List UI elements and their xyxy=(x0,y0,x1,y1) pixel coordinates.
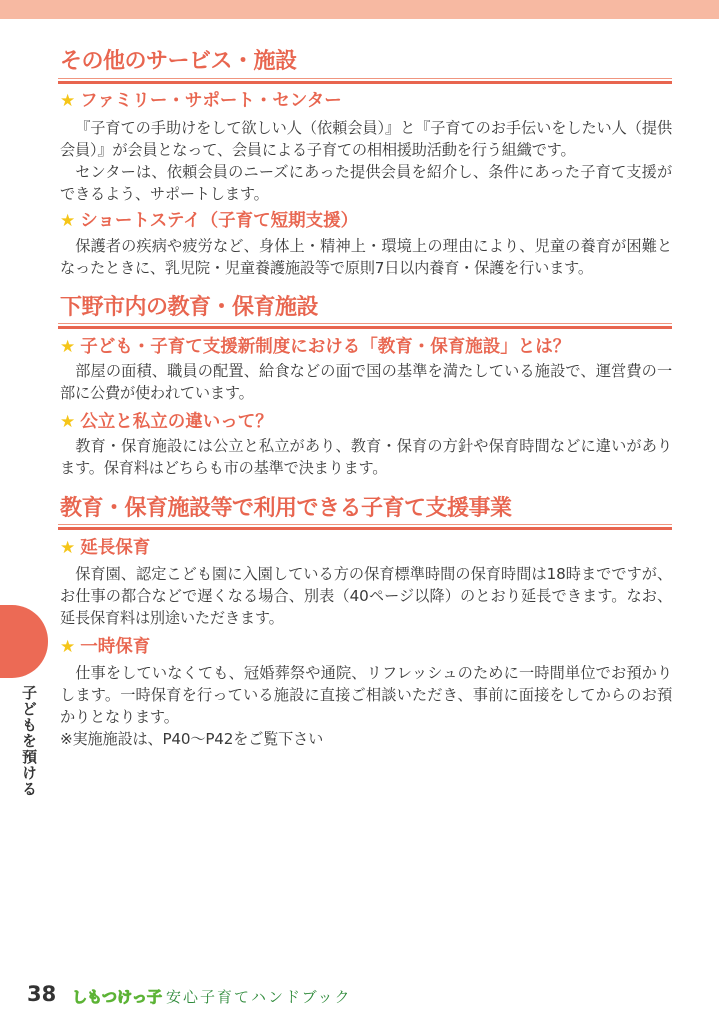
paragraph: センターは、依頼会員のニーズにあった提供会員を紹介し、条件にあった子育て支援ができるよう、サポートします。 xyxy=(60,163,672,203)
subheading xyxy=(60,536,672,560)
section-title: 教育・保育施設等で利用できる子育て支援事業 xyxy=(60,496,512,521)
paragraph: 『子育ての手助けをして欲しい人（依頼会員）』と『子育てのお手伝いをしたい人（提供会員）』が会員となって、会員による子育ての相相援助活動を行う組織です。 xyxy=(60,119,672,159)
body-text xyxy=(60,662,672,750)
body-text xyxy=(60,563,672,629)
subheading-text: 延長保育 xyxy=(80,538,151,558)
body-text xyxy=(60,435,672,479)
top-bar xyxy=(0,0,719,19)
subheading xyxy=(60,209,672,233)
star-icon: ★ xyxy=(60,412,76,432)
side-tab-label: 子どもを預ける xyxy=(20,685,38,797)
paragraph: 保護者の疾病や疲労など、身体上・精神上・環境上の理由により、児童の養育が困難となったときに、乳児院・児童養護施設等で原則7日以内養育・保護を行います。 xyxy=(60,237,672,277)
star-icon: ★ xyxy=(60,91,76,111)
logo-main: しもつけっ子 xyxy=(72,988,163,1006)
paragraph: 仕事をしていなくても、冠婚葬祭や通院、リフレッシュのために一時間単位でお預かりします。一時保育を行っている施設に直接ご相談いただき、事前に面接をしてからのお預かりとなります。 xyxy=(60,664,672,726)
subheading xyxy=(60,89,672,113)
body-text xyxy=(60,235,672,279)
body-text xyxy=(60,117,672,205)
star-icon: ★ xyxy=(60,538,76,558)
subheading-text: ショートステイ（子育て短期支援） xyxy=(80,211,359,231)
subheading-text: 公立と私立の違いって？ xyxy=(80,412,273,432)
star-icon: ★ xyxy=(60,637,76,657)
section-divider xyxy=(58,323,672,329)
page-number: 38 xyxy=(27,982,57,1006)
side-tab-marker xyxy=(0,605,48,678)
body-text xyxy=(60,360,672,404)
subheading xyxy=(60,410,672,434)
section-title: その他のサービス・施設 xyxy=(60,49,297,74)
paragraph: 教育・保育施設には公立と私立があり、教育・保育の方針や保育時間などに違いがあります。保育料はどちらも市の基準で決まります。 xyxy=(60,437,672,477)
star-icon: ★ xyxy=(60,337,76,357)
section-title: 下野市内の教育・保育施設 xyxy=(60,295,319,320)
section-divider xyxy=(58,78,672,84)
note: ※実施施設は、P40～P42をご覧下さい xyxy=(60,730,324,748)
subheading xyxy=(60,635,672,659)
paragraph: 部屋の面積、職員の配置、給食などの面で国の基準を満たしている施設で、運営費の一部に公費が使われています。 xyxy=(60,362,672,402)
subheading-text: 子ども・子育て支援新制度における「教育・保育施設」とは？ xyxy=(80,337,571,357)
subheading xyxy=(60,335,672,359)
paragraph: 保育園、認定こども園に入園している方の保育標準時間の保育時間は18時までですが、お仕事の都合などで遅くなる場合、別表（40ページ以降）のとおり延長できます。なお、延長保育料は別途いただきます。 xyxy=(60,565,672,627)
star-icon: ★ xyxy=(60,211,76,231)
logo-sub: 安心子育てハンドブック xyxy=(166,988,352,1006)
subheading-text: ファミリー・サポート・センター xyxy=(80,91,342,111)
section-divider xyxy=(58,524,672,530)
subheading-text: 一時保育 xyxy=(80,637,151,657)
footer-logo xyxy=(72,986,352,1007)
